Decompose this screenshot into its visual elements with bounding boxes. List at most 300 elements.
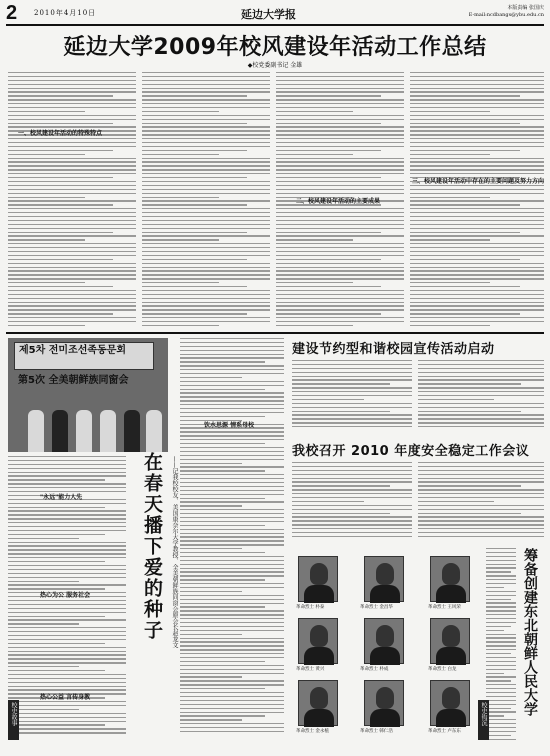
text-line (486, 673, 504, 674)
text-line (276, 243, 404, 244)
text-line (180, 439, 284, 440)
portrait-photo (364, 618, 404, 664)
text-line (276, 263, 404, 264)
text-line (410, 115, 544, 116)
text-line (292, 513, 390, 514)
text-line (8, 169, 136, 170)
text-line (486, 727, 516, 728)
text-line (410, 305, 544, 306)
text-line (142, 99, 270, 100)
text-line (8, 518, 126, 519)
text-line (180, 443, 265, 444)
text-line (142, 243, 270, 244)
news2-column-1 (292, 462, 412, 542)
text-line (410, 111, 490, 112)
text-line (8, 302, 136, 303)
feature-section-head-4: 饮水思源 情系母校 (204, 422, 255, 429)
text-line (142, 88, 270, 89)
text-line (180, 392, 284, 393)
text-line (142, 80, 270, 81)
text-line (180, 696, 284, 697)
text-line (8, 173, 136, 174)
text-line (486, 556, 516, 557)
text-line (410, 224, 544, 225)
text-line (8, 123, 113, 124)
text-line (180, 494, 284, 495)
text-line (486, 571, 511, 572)
text-line (8, 581, 79, 582)
text-line (8, 534, 105, 535)
text-line (410, 270, 544, 271)
text-line (142, 84, 270, 85)
text-line (8, 278, 136, 279)
text-line (486, 657, 516, 658)
text-line (8, 103, 136, 104)
text-line (180, 556, 284, 557)
text-line (180, 723, 284, 724)
text-line (486, 649, 516, 650)
text-line (8, 270, 136, 271)
text-line (418, 536, 544, 537)
feature-vertical-title: 在春天播下爱的种子 (141, 452, 163, 641)
text-line (486, 688, 516, 689)
text-line (180, 478, 284, 479)
text-line (142, 282, 219, 283)
history-text-column (486, 548, 516, 746)
text-line (180, 626, 284, 627)
text-line (410, 91, 544, 92)
text-line (418, 376, 544, 377)
feature-section-head-1: "永远"能力人先 (40, 494, 83, 501)
text-line (418, 399, 494, 400)
editor-info (469, 5, 544, 19)
text-line (486, 637, 516, 638)
text-line (418, 418, 544, 419)
text-line (276, 302, 404, 303)
text-line (486, 711, 516, 712)
text-line (292, 426, 412, 427)
text-line (142, 119, 270, 120)
text-line (180, 665, 284, 666)
text-line (486, 575, 516, 576)
text-line (8, 584, 126, 585)
text-line (418, 470, 544, 471)
text-line (410, 263, 544, 264)
text-line (8, 232, 113, 233)
text-line (410, 84, 544, 85)
text-line (410, 251, 544, 252)
text-line (292, 497, 412, 498)
text-line (142, 255, 270, 256)
text-line (8, 487, 126, 488)
text-line (410, 169, 544, 170)
text-line (418, 368, 544, 369)
text-line (142, 302, 270, 303)
text-line (180, 645, 284, 646)
text-line (410, 294, 544, 295)
person-figure (146, 410, 162, 452)
text-line (410, 290, 544, 291)
text-line (410, 80, 544, 81)
text-line (8, 670, 105, 671)
text-line (418, 391, 544, 392)
text-line (410, 235, 544, 236)
portrait-caption: 革命烈士 王风荣 (428, 605, 461, 610)
text-line (142, 126, 270, 127)
text-line (486, 641, 516, 642)
text-line (180, 719, 242, 720)
text-line (276, 138, 404, 139)
text-line (8, 686, 126, 687)
text-line (8, 154, 85, 155)
text-line (410, 154, 490, 155)
text-line (8, 542, 126, 543)
photo-banner: 제5차 전미조선족동문회 (14, 342, 154, 370)
text-line (276, 154, 353, 155)
text-line (8, 647, 126, 648)
text-line (180, 373, 284, 374)
text-line (142, 165, 270, 166)
text-line (8, 107, 136, 108)
text-line (486, 606, 516, 607)
text-line (142, 259, 247, 260)
main-article-column-2 (142, 72, 270, 330)
text-line (180, 614, 284, 615)
text-line (410, 134, 544, 135)
portrait-photo (298, 556, 338, 602)
text-line (180, 357, 284, 358)
text-line (8, 142, 136, 143)
text-line (8, 115, 136, 116)
text-line (180, 700, 284, 701)
text-line (410, 165, 544, 166)
text-line (180, 618, 284, 619)
text-line (142, 154, 219, 155)
text-line (8, 111, 85, 112)
text-line (142, 251, 270, 252)
text-line (180, 342, 284, 343)
text-line (486, 669, 516, 670)
text-line (142, 239, 219, 240)
text-line (180, 692, 284, 693)
text-line (8, 309, 136, 310)
text-line (276, 134, 404, 135)
text-line (276, 235, 404, 236)
text-line (142, 294, 270, 295)
text-line (292, 493, 412, 494)
text-line (180, 350, 284, 351)
text-line (410, 208, 544, 209)
text-line (180, 684, 284, 685)
text-line (418, 513, 521, 514)
text-line (8, 193, 136, 194)
text-line (8, 616, 105, 617)
text-line (142, 313, 247, 314)
text-line (142, 305, 270, 306)
text-line (410, 99, 544, 100)
text-line (180, 540, 284, 541)
text-line (8, 475, 126, 476)
text-line (180, 501, 284, 502)
person-figure (124, 410, 140, 452)
text-line (410, 204, 520, 205)
text-line (8, 732, 126, 733)
text-line (142, 72, 270, 73)
text-line (418, 481, 544, 482)
text-line (292, 383, 390, 384)
text-line (410, 173, 544, 174)
text-line (180, 365, 284, 366)
text-line (142, 115, 270, 116)
text-line (418, 501, 494, 502)
text-line (180, 583, 284, 584)
text-line (8, 728, 126, 729)
text-line (486, 595, 516, 596)
text-line (142, 263, 270, 264)
text-line (180, 653, 284, 654)
text-line (180, 727, 284, 728)
text-line (486, 704, 516, 705)
text-line (410, 72, 544, 73)
text-line (418, 509, 544, 510)
side-label-left: 校史故事 (8, 700, 19, 740)
text-line (8, 158, 136, 159)
text-line (180, 435, 284, 436)
text-line (418, 474, 544, 475)
text-line (276, 282, 353, 283)
text-line (410, 103, 544, 104)
text-line (276, 274, 404, 275)
text-line (8, 565, 126, 566)
text-line (276, 247, 404, 248)
text-line (8, 239, 85, 240)
portrait-caption: 革命烈士 朴泰 (296, 605, 325, 610)
text-line (418, 489, 544, 490)
text-line (8, 464, 126, 465)
text-line (180, 517, 284, 518)
text-line (8, 724, 105, 725)
text-line (8, 177, 113, 178)
text-line (418, 395, 544, 396)
portrait-caption: 革命烈士 金昌华 (360, 605, 393, 610)
text-line (180, 575, 284, 576)
text-line (8, 95, 113, 96)
text-line (142, 142, 270, 143)
text-line (8, 255, 136, 256)
text-line (8, 282, 85, 283)
text-line (142, 173, 270, 174)
text-line (8, 689, 126, 690)
text-line (292, 364, 412, 365)
feature-article-column-2 (180, 338, 284, 738)
text-line (8, 197, 85, 198)
text-line (486, 626, 511, 627)
person-figure (28, 410, 44, 452)
text-line (276, 255, 404, 256)
text-line (180, 634, 242, 635)
text-line (276, 80, 404, 81)
text-line (142, 208, 270, 209)
text-line (142, 317, 270, 318)
text-line (276, 321, 404, 322)
text-line (180, 610, 284, 611)
text-line (8, 577, 126, 578)
text-line (410, 146, 544, 147)
text-line (180, 385, 284, 386)
text-line (292, 414, 412, 415)
text-line (8, 526, 126, 527)
text-line (142, 76, 270, 77)
text-line (8, 286, 113, 287)
text-line (180, 346, 284, 347)
text-line (180, 354, 284, 355)
text-line (276, 95, 381, 96)
text-line (8, 99, 136, 100)
text-line (276, 142, 404, 143)
text-line (8, 161, 136, 162)
text-line (8, 76, 136, 77)
main-article-column-4 (410, 72, 544, 330)
page-number: 2 (6, 2, 18, 24)
text-line (418, 387, 544, 388)
text-line (410, 150, 520, 151)
text-line (410, 197, 490, 198)
text-line (8, 216, 136, 217)
text-line (180, 603, 284, 604)
text-line (180, 509, 284, 510)
text-line (292, 387, 412, 388)
text-line (180, 513, 284, 514)
text-line (410, 189, 544, 190)
text-line (142, 189, 270, 190)
main-subhead-1: 一、校风建设年活动的特殊特点 (18, 130, 103, 137)
text-line (486, 618, 516, 619)
text-line (180, 404, 284, 405)
text-line (142, 103, 270, 104)
text-line (180, 731, 284, 732)
text-line (180, 688, 265, 689)
text-line (180, 474, 284, 475)
text-line (276, 189, 404, 190)
news2-column-2 (418, 462, 544, 542)
text-line (8, 472, 126, 473)
text-line (142, 235, 270, 236)
text-line (276, 193, 404, 194)
text-line (8, 208, 136, 209)
text-line (276, 286, 381, 287)
text-line (276, 228, 404, 229)
text-line (8, 243, 136, 244)
text-line (8, 612, 126, 613)
text-line (142, 247, 270, 248)
editor-email[interactable]: E-mail:ncdbangs@ybu.edu.cn (468, 12, 544, 18)
text-line (418, 528, 544, 529)
text-line (8, 705, 126, 706)
text-line (8, 701, 126, 702)
text-line (276, 119, 404, 120)
editor-line: 本版责编 张国庆 (507, 5, 544, 11)
text-line (180, 533, 284, 534)
text-line (292, 528, 412, 529)
text-line (180, 412, 284, 413)
portrait-photo (364, 556, 404, 602)
text-line (292, 474, 412, 475)
text-line (180, 641, 284, 642)
text-line (180, 669, 284, 670)
text-line (142, 107, 270, 108)
text-line (8, 604, 126, 605)
text-line (8, 247, 136, 248)
text-line (142, 91, 270, 92)
text-line (8, 204, 113, 205)
text-line (276, 208, 404, 209)
text-line (8, 522, 126, 523)
text-line (180, 451, 284, 452)
text-line (8, 321, 136, 322)
text-line (180, 525, 265, 526)
text-line (276, 177, 381, 178)
text-line (276, 278, 404, 279)
text-line (276, 224, 404, 225)
text-line (292, 372, 412, 373)
text-line (8, 662, 126, 663)
text-line (180, 708, 284, 709)
text-line (276, 103, 404, 104)
text-line (180, 505, 242, 506)
text-line (418, 493, 544, 494)
text-line (8, 557, 126, 558)
text-line (142, 298, 270, 299)
text-line (8, 220, 136, 221)
portrait-photo (430, 680, 470, 726)
text-line (8, 623, 79, 624)
text-line (276, 181, 404, 182)
text-line (142, 216, 270, 217)
text-line (8, 600, 126, 601)
text-line (180, 459, 284, 460)
text-line (410, 239, 490, 240)
text-line (418, 478, 544, 479)
text-line (276, 158, 404, 159)
text-line (292, 399, 364, 400)
text-line (180, 568, 284, 569)
text-line (180, 649, 284, 650)
portrait-caption: 革命烈士 黄兴 (296, 667, 325, 672)
text-line (276, 298, 404, 299)
text-line (8, 510, 126, 511)
text-line (180, 389, 265, 390)
text-line (418, 532, 544, 533)
text-line (292, 368, 412, 369)
text-line (142, 212, 270, 213)
text-line (418, 379, 544, 380)
text-line (410, 267, 544, 268)
text-line (142, 274, 270, 275)
text-line (410, 228, 544, 229)
text-line (486, 735, 511, 736)
text-line (180, 552, 265, 553)
text-line (180, 548, 242, 549)
text-line (418, 520, 544, 521)
person-figure (52, 410, 68, 452)
text-line (180, 490, 284, 491)
text-line (292, 524, 412, 525)
text-line (410, 88, 544, 89)
text-line (410, 123, 520, 124)
text-line (8, 290, 136, 291)
text-line (180, 704, 284, 705)
text-line (8, 298, 136, 299)
